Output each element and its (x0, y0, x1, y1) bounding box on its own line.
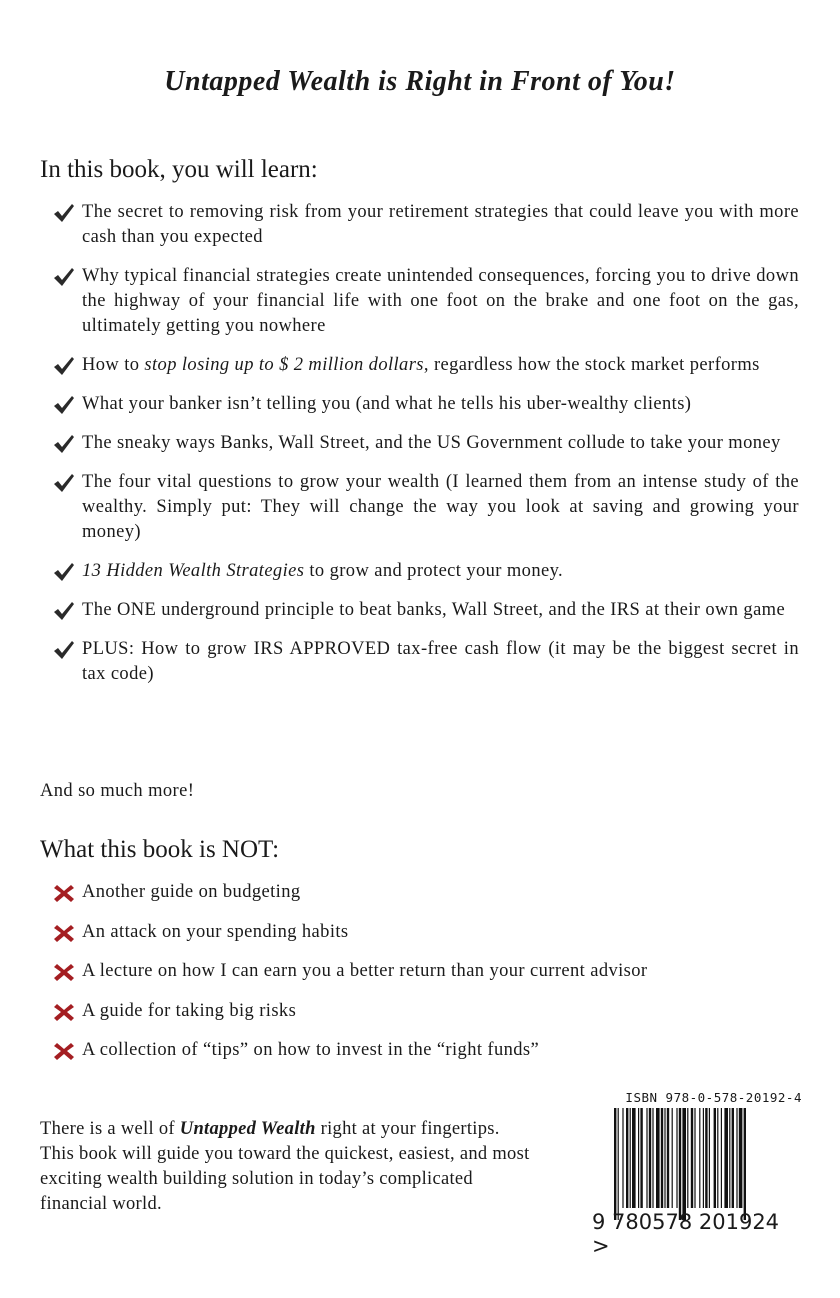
cross-icon (52, 922, 76, 944)
barcode-bar (694, 1108, 695, 1208)
barcode-bar (682, 1108, 686, 1220)
learn-item-text: The four vital questions to grow your wealth (I learned them from an intense study of the wealthy. Simply put: They will change the way you look at saving and growing your money) (82, 472, 799, 542)
barcode-bar (724, 1108, 728, 1208)
barcode-bar (705, 1108, 707, 1208)
barcode-bar (739, 1108, 743, 1208)
not-item (52, 920, 799, 945)
cross-icon (52, 882, 76, 904)
barcode-bar (736, 1108, 737, 1208)
learn-item-text-post: to grow and protect your money. (304, 561, 564, 581)
barcode-bar (687, 1108, 688, 1208)
barcode-bar (667, 1108, 669, 1208)
not-item-text: A lecture on how I can earn you a better return than your current advisor (82, 961, 648, 981)
isbn-barcode (592, 1090, 802, 1258)
barcode-bar (630, 1108, 631, 1208)
barcode-bar (691, 1108, 693, 1208)
barcode-bar (679, 1108, 681, 1220)
back-cover-blurb (40, 1117, 530, 1217)
blurb-bold: Untapped Wealth (179, 1119, 316, 1139)
learn-item-text: The secret to removing risk from your retirement strategies that could leave you with more cash than you expected (82, 202, 799, 247)
not-item-text: Another guide on budgeting (82, 882, 301, 902)
learn-item (52, 470, 799, 545)
barcode-bar (676, 1108, 677, 1208)
barcode-bar (732, 1108, 734, 1208)
blurb-pre: There is a well of (40, 1119, 180, 1139)
learn-item (52, 200, 799, 250)
learn-list (52, 200, 799, 701)
barcode-bar (638, 1108, 639, 1208)
checkmark-icon (52, 355, 76, 377)
learn-item-text: PLUS: How to grow IRS APPROVED tax-free cash flow (it may be the biggest secret in tax code) (82, 639, 799, 684)
cross-icon (52, 1001, 76, 1023)
learn-item (52, 598, 799, 623)
isbn-label: ISBN 978-0-578-20192-4 (625, 1090, 802, 1105)
learn-item (52, 431, 799, 456)
barcode-bar (664, 1108, 665, 1208)
cross-icon (52, 1040, 76, 1062)
barcode-bar (618, 1108, 619, 1220)
barcode-bar (632, 1108, 636, 1208)
learn-item (52, 559, 799, 584)
not-item (52, 1038, 799, 1063)
learn-item (52, 637, 799, 687)
barcode-bar (640, 1108, 642, 1208)
checkmark-icon (52, 266, 76, 288)
learn-heading: In this book, you will learn: (40, 156, 318, 183)
not-heading: What this book is NOT: (40, 836, 280, 863)
and-so-much-more: And so much more! (40, 781, 195, 801)
not-item (52, 880, 799, 905)
barcode-bar (672, 1108, 673, 1208)
barcode-bar (721, 1108, 722, 1208)
learn-item-text: Why typical financial strategies create unintended consequences, forcing you to drive down the highway of your financial life with one foot on the brake and one foot on the gas, ultimately getting you nowhere (82, 266, 799, 336)
barcode-bar (729, 1108, 730, 1208)
learn-item-emphasis: stop losing up to $ 2 million dollars (144, 355, 424, 375)
barcode-bars (592, 1108, 782, 1220)
barcode-bar (649, 1108, 651, 1208)
learn-item (52, 353, 799, 378)
checkmark-icon (52, 561, 76, 583)
learn-item-text: The sneaky ways Banks, Wall Street, and the US Government collude to take your money (82, 433, 781, 453)
learn-item-emphasis: 13 Hidden Wealth Strategies (82, 561, 305, 581)
cover-title: Untapped Wealth is Right in Front of You! (164, 66, 676, 97)
learn-item-text-pre: How to (82, 355, 145, 375)
barcode-bar (717, 1108, 718, 1208)
learn-item (52, 392, 799, 417)
learn-item-text: The ONE underground principle to beat banks, Wall Street, and the IRS at their own game (82, 600, 786, 620)
blurb-post: right at your fingertips. This book will guide you toward the quickest, easiest, and most exciting wealth building solution in today’s complicated financial world. (40, 1119, 530, 1214)
barcode-bar (661, 1108, 663, 1208)
not-item-text: A guide for taking big risks (82, 1000, 297, 1021)
barcode-bar (714, 1108, 716, 1208)
checkmark-icon (52, 600, 76, 622)
barcode-digits: 9 780578 201924 > (592, 1210, 780, 1258)
learn-item (52, 264, 799, 339)
checkmark-icon (52, 433, 76, 455)
cross-icon (52, 961, 76, 983)
learn-item-text-post: , regardless how the stock market performs (423, 355, 760, 375)
barcode-bar (703, 1108, 704, 1208)
not-item (52, 959, 799, 984)
barcode-bar (699, 1108, 700, 1208)
checkmark-icon (52, 472, 76, 494)
barcode-bar (622, 1108, 623, 1208)
barcode-bar (626, 1108, 628, 1208)
barcode-bar (652, 1108, 653, 1208)
barcode-bar (646, 1108, 647, 1208)
barcode-bar (744, 1108, 746, 1220)
not-item-text: An attack on your spending habits (82, 921, 349, 942)
not-item (52, 999, 799, 1024)
checkmark-icon (52, 202, 76, 224)
not-item-text: A collection of “tips” on how to invest in the “right funds” (82, 1040, 540, 1060)
checkmark-icon (52, 394, 76, 416)
checkmark-icon (52, 639, 76, 661)
barcode-bar (656, 1108, 660, 1208)
barcode-bar (709, 1108, 710, 1208)
barcode-bar (614, 1108, 616, 1220)
learn-item-text: What your banker isn’t telling you (and what he tells his uber-wealthy clients) (82, 394, 692, 414)
not-list (52, 880, 799, 1078)
